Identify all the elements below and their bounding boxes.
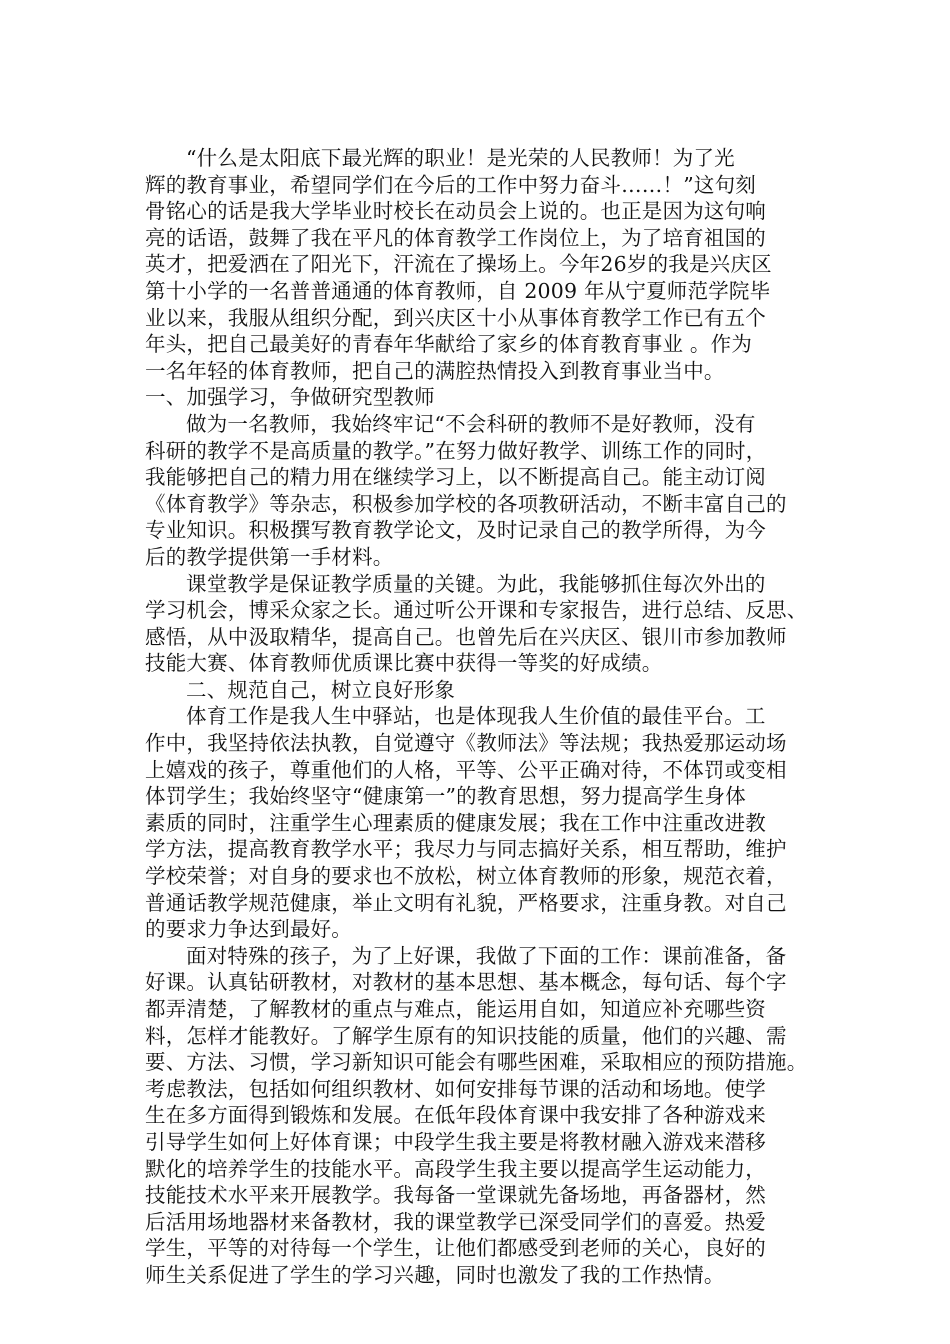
paragraph-line: 料，怎样才能教好。了解学生原有的知识技能的质量，他们的兴趣、需 — [145, 1023, 787, 1048]
paragraph-line: 普通话教学规范健康，举止文明有礼貌，严格要求，注重身教。对自己 — [145, 890, 787, 915]
paragraph-line: 我能够把自己的精力用在继续学习上，以不断提高自己。能主动订阅 — [145, 465, 766, 490]
paragraph-line: 技能大赛、体育教师优质课比赛中获得一等奖的好成绩。 — [145, 651, 663, 676]
paragraph-line: 亮的话语，鼓舞了我在平凡的体育教学工作岗位上，为了培育祖国的 — [145, 225, 766, 250]
paragraph-line: 好课。认真钻研教材，对教材的基本思想、基本概念，每句话、每个字 — [145, 970, 787, 995]
paragraph-line: 课堂教学是保证教学质量的关键。为此，我能够抓住每次外出的 — [186, 571, 766, 596]
paragraph-line: 做为一名教师，我始终牢记“不会科研的教师不是好教师，没有 — [186, 411, 756, 436]
paragraph-line: 引导学生如何上好体育课；中段学生我主要是将教材融入游戏来潜移 — [145, 1129, 766, 1154]
paragraph-line: 年头，把自己最美好的青春年华献给了家乡的体育教育事业 。作为 — [145, 332, 753, 357]
paragraph-line: 师生关系促进了学生的学习兴趣，同时也激发了我的工作热情。 — [145, 1262, 725, 1287]
paragraph-line: 后的教学提供第一手材料。 — [145, 544, 394, 569]
paragraph-line: 的要求力争达到最好。 — [145, 917, 352, 942]
paragraph-line: 《体育教学》等杂志，积极参加学校的各项教研活动，不断丰富自己的 — [145, 491, 787, 516]
paragraph-line: 专业知识。积极撰写教育教学论文，及时记录自己的教学所得，为今 — [145, 518, 766, 543]
paragraph-line: 体罚学生；我始终坚守“健康第一”的教育思想，努力提高学生身体 — [145, 784, 746, 809]
paragraph-line: 技能技术水平来开展教学。我每备一堂课就先备场地，再备器材，然 — [145, 1183, 766, 1208]
paragraph-line: 素质的同时，注重学生心理素质的健康发展；我在工作中注重改进教 — [145, 810, 766, 835]
paragraph-line: 生在多方面得到锻炼和发展。在低年段体育课中我安排了各种游戏来 — [145, 1103, 766, 1128]
paragraph-line: 面对特殊的孩子，为了上好课，我做了下面的工作：课前准备，备 — [186, 943, 787, 968]
paragraph-line: 学习机会，博采众家之长。通过听公开课和专家报告，进行总结、反思、 — [145, 598, 808, 623]
paragraph-line: 后活用场地器材来备教材，我的课堂教学已深受同学们的喜爱。热爱 — [145, 1209, 766, 1234]
section-heading: 二、规范自己，树立良好形象 — [186, 677, 456, 702]
paragraph-line: 学校荣誉；对自身的要求也不放松，树立体育教师的形象，规范衣着， — [145, 864, 787, 889]
paragraph-line: 辉的教育事业，希望同学们在今后的工作中努力奋斗……！”这句刻 — [145, 172, 756, 197]
paragraph-line: 学方法，提高教育教学水平；我尽力与同志搞好关系，相互帮助，维护 — [145, 837, 787, 862]
paragraph-line: 默化的培养学生的技能水平。高段学生我主要以提高学生运动能力， — [145, 1156, 766, 1181]
paragraph-line: 体育工作是我人生中驿站，也是体现我人生价值的最佳平台。工 — [186, 704, 766, 729]
paragraph-line: 作中，我坚持依法执教，自觉遵守《教师法》等法规；我热爱那运动场 — [145, 731, 787, 756]
paragraph-line: 学生，平等的对待每一个学生，让他们都感受到老师的关心，良好的 — [145, 1236, 766, 1261]
paragraph-line: 要、方法、习惯，学习新知识可能会有哪些困难，采取相应的预防措施。 — [145, 1050, 808, 1075]
paragraph-line: 科研的教学不是高质量的教学。”在努力做好教学、训练工作的同时， — [145, 438, 767, 463]
paragraph-line: 第十小学的一名普普通通的体育教师，自 2009 年从宁夏师范学院毕 — [145, 278, 771, 303]
paragraph-line: 感悟，从中汲取精华，提高自己。也曾先后在兴庆区、银川市参加教师 — [145, 624, 787, 649]
paragraph-line: 业以来，我服从组织分配，到兴庆区十小从事体育教学工作已有五个 — [145, 305, 766, 330]
paragraph-line: 上嬉戏的孩子，尊重他们的人格，平等、公平正确对待，不体罚或变相 — [145, 757, 787, 782]
paragraph-line: 一名年轻的体育教师，把自己的满腔热情投入到教育事业当中。 — [145, 358, 725, 383]
paragraph-line: 英才，把爱洒在了阳光下，汗流在了操场上。今年26岁的我是兴庆区 — [145, 252, 772, 277]
paragraph-line: 骨铭心的话是我大学毕业时校长在动员会上说的。也正是因为这句响 — [145, 199, 766, 224]
paragraph-line: 都弄清楚，了解教材的重点与难点，能运用自如，知道应补充哪些资 — [145, 997, 766, 1021]
section-heading: 一、加强学习，争做研究型教师 — [145, 385, 435, 410]
document-body — [145, 145, 815, 1289]
paragraph-line: “什么是太阳底下最光辉的职业！是光荣的人民教师！为了光 — [186, 146, 735, 170]
paragraph-line: 考虑教法，包括如何组织教材、如何安排每节课的活动和场地。使学 — [145, 1076, 766, 1101]
